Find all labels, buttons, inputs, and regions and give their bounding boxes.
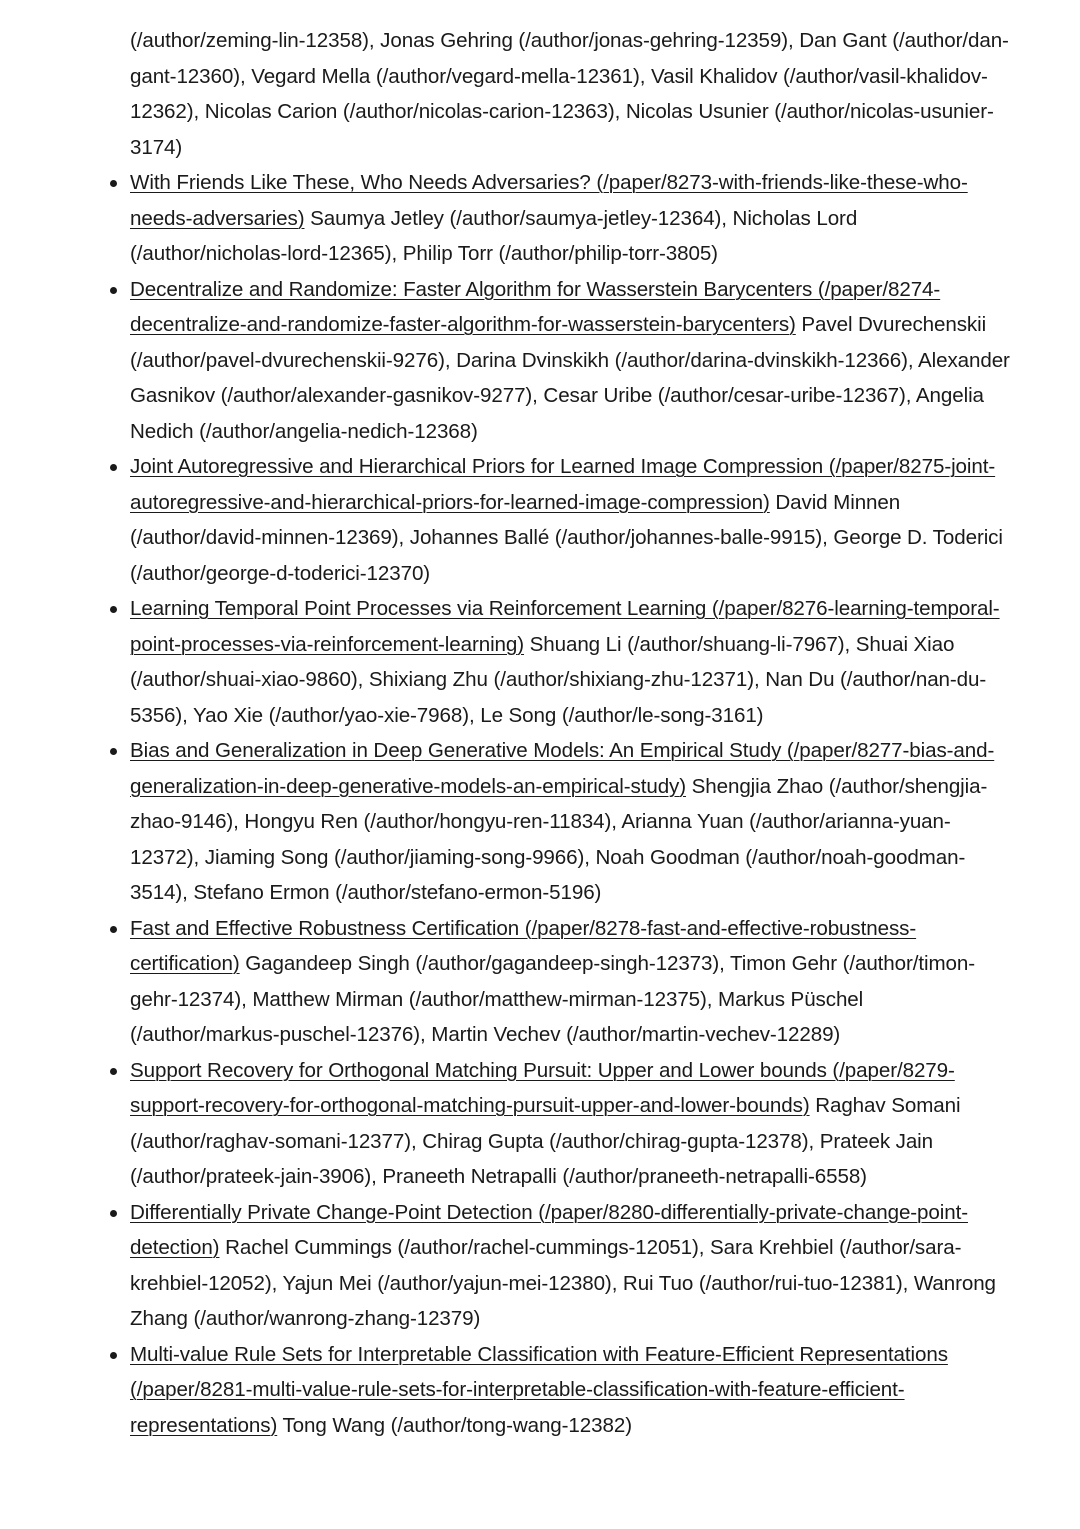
paper-link[interactable]: Differentially Private Change-Point Detection (/paper/8280-differentially-private-change-point-detection)	[130, 1200, 968, 1259]
paper-link[interactable]: With Friends Like These, Who Needs Adversaries? (/paper/8273-with-friends-like-these-who-needs-adversaries)	[130, 171, 968, 230]
author-list: Rachel Cummings (/author/rachel-cummings-12051), Sara Krehbiel (/author/sara-krehbiel-12052), Yajun Mei (/author/yajun-mei-12380), Rui Tuo (/author/rui-tuo-12381), Wanrong Zhang (/author/wanrong-zhang-12379)	[130, 1236, 996, 1330]
paper-link[interactable]: Learning Temporal Point Processes via Reinforcement Learning (/paper/8276-learning-temporal-point-processes-via-reinforcement-learning)	[130, 597, 1000, 656]
list-item	[130, 1195, 1010, 1337]
author-list: (/author/zeming-lin-12358), Jonas Gehring (/author/jonas-gehring-12359), Dan Gant (/author/dan-gant-12360), Vegard Mella (/author/vegard-mella-12361), Vasil Khalidov (/author/vasil-khalidov-12362), Nicolas Carion (/author/nicolas-carion-12363), Nicolas Usunier (/author/nicolas-usunier-3174)	[130, 29, 1009, 159]
author-list: David Minnen (/author/david-minnen-12369), Johannes Ballé (/author/johannes-balle-9915), George D. Toderici (/author/george-d-toderici-12370)	[130, 490, 1003, 585]
paper-link[interactable]: Decentralize and Randomize: Faster Algorithm for Wasserstein Barycenters (/paper/8274-decentralize-and-randomize-faster-algorithm-for-wasserstein-barycenters)	[130, 277, 941, 336]
list-item-continuation	[130, 23, 1010, 165]
author-list: Gagandeep Singh (/author/gagandeep-singh-12373), Timon Gehr (/author/timon-gehr-12374), Matthew Mirman (/author/matthew-mirman-12375), Markus Püschel (/author/markus-puschel-12376), Martin Vechev (/author/martin-vechev-12289)	[130, 952, 976, 1046]
paper-list	[0, 23, 1080, 1443]
list-item	[130, 911, 1010, 1053]
author-list: Tong Wang (/author/tong-wang-12382)	[277, 1413, 632, 1437]
list-item	[130, 165, 1010, 272]
paper-link[interactable]: Multi-value Rule Sets for Interpretable Classification with Feature-Efficient Representations (/paper/8281-multi-value-rule-sets-for-interpretable-classification-with-feature-efficient-representations)	[130, 1342, 948, 1437]
list-item	[130, 272, 1010, 450]
author-list: Shuang Li (/author/shuang-li-7967), Shuai Xiao (/author/shuai-xiao-9860), Shixiang Zhu (/author/shixiang-zhu-12371), Nan Du (/author/nan-du-5356), Yao Xie (/author/yao-xie-7968), Le Song (/author/le-song-3161)	[130, 632, 987, 727]
paper-link[interactable]: Fast and Effective Robustness Certification (/paper/8278-fast-and-effective-robustness-certification)	[130, 916, 917, 975]
paper-link[interactable]: Bias and Generalization in Deep Generative Models: An Empirical Study (/paper/8277-bias-and-generalization-in-deep-generative-models-an-empirical-study)	[130, 739, 995, 798]
paper-link[interactable]: Support Recovery for Orthogonal Matching Pursuit: Upper and Lower bounds (/paper/8279-support-recovery-for-orthogonal-matching-pursuit-upper-and-lower-bounds)	[130, 1058, 955, 1117]
author-list: Pavel Dvurechenskii (/author/pavel-dvurechenskii-9276), Darina Dvinskikh (/author/darina-dvinskikh-12366), Alexander Gasnikov (/author/alexander-gasnikov-9277), Cesar Uribe (/author/cesar-uribe-12367), Angelia Nedich (/author/angelia-nedich-12368)	[130, 313, 1010, 443]
author-list: Saumya Jetley (/author/saumya-jetley-12364), Nicholas Lord (/author/nicholas-lord-12365), Philip Torr (/author/philip-torr-3805)	[130, 206, 858, 265]
list-item	[130, 591, 1010, 733]
list-item	[130, 1053, 1010, 1195]
list-item	[130, 449, 1010, 591]
author-list: Raghav Somani (/author/raghav-somani-12377), Chirag Gupta (/author/chirag-gupta-12378), Prateek Jain (/author/prateek-jain-3906), Praneeth Netrapalli (/author/praneeth-netrapalli-6558)	[130, 1094, 961, 1188]
list-item	[130, 1337, 1010, 1444]
author-list: Shengjia Zhao (/author/shengjia-zhao-9146), Hongyu Ren (/author/hongyu-ren-11834), Arianna Yuan (/author/arianna-yuan-12372), Jiaming Song (/author/jiaming-song-9966), Noah Goodman (/author/noah-goodman-3514), Stefano Ermon (/author/stefano-ermon-5196)	[130, 774, 988, 904]
paper-link[interactable]: Joint Autoregressive and Hierarchical Priors for Learned Image Compression (/paper/8275-joint-autoregressive-and-hierarchical-priors-for-learned-image-compression)	[130, 455, 996, 514]
list-item	[130, 733, 1010, 911]
